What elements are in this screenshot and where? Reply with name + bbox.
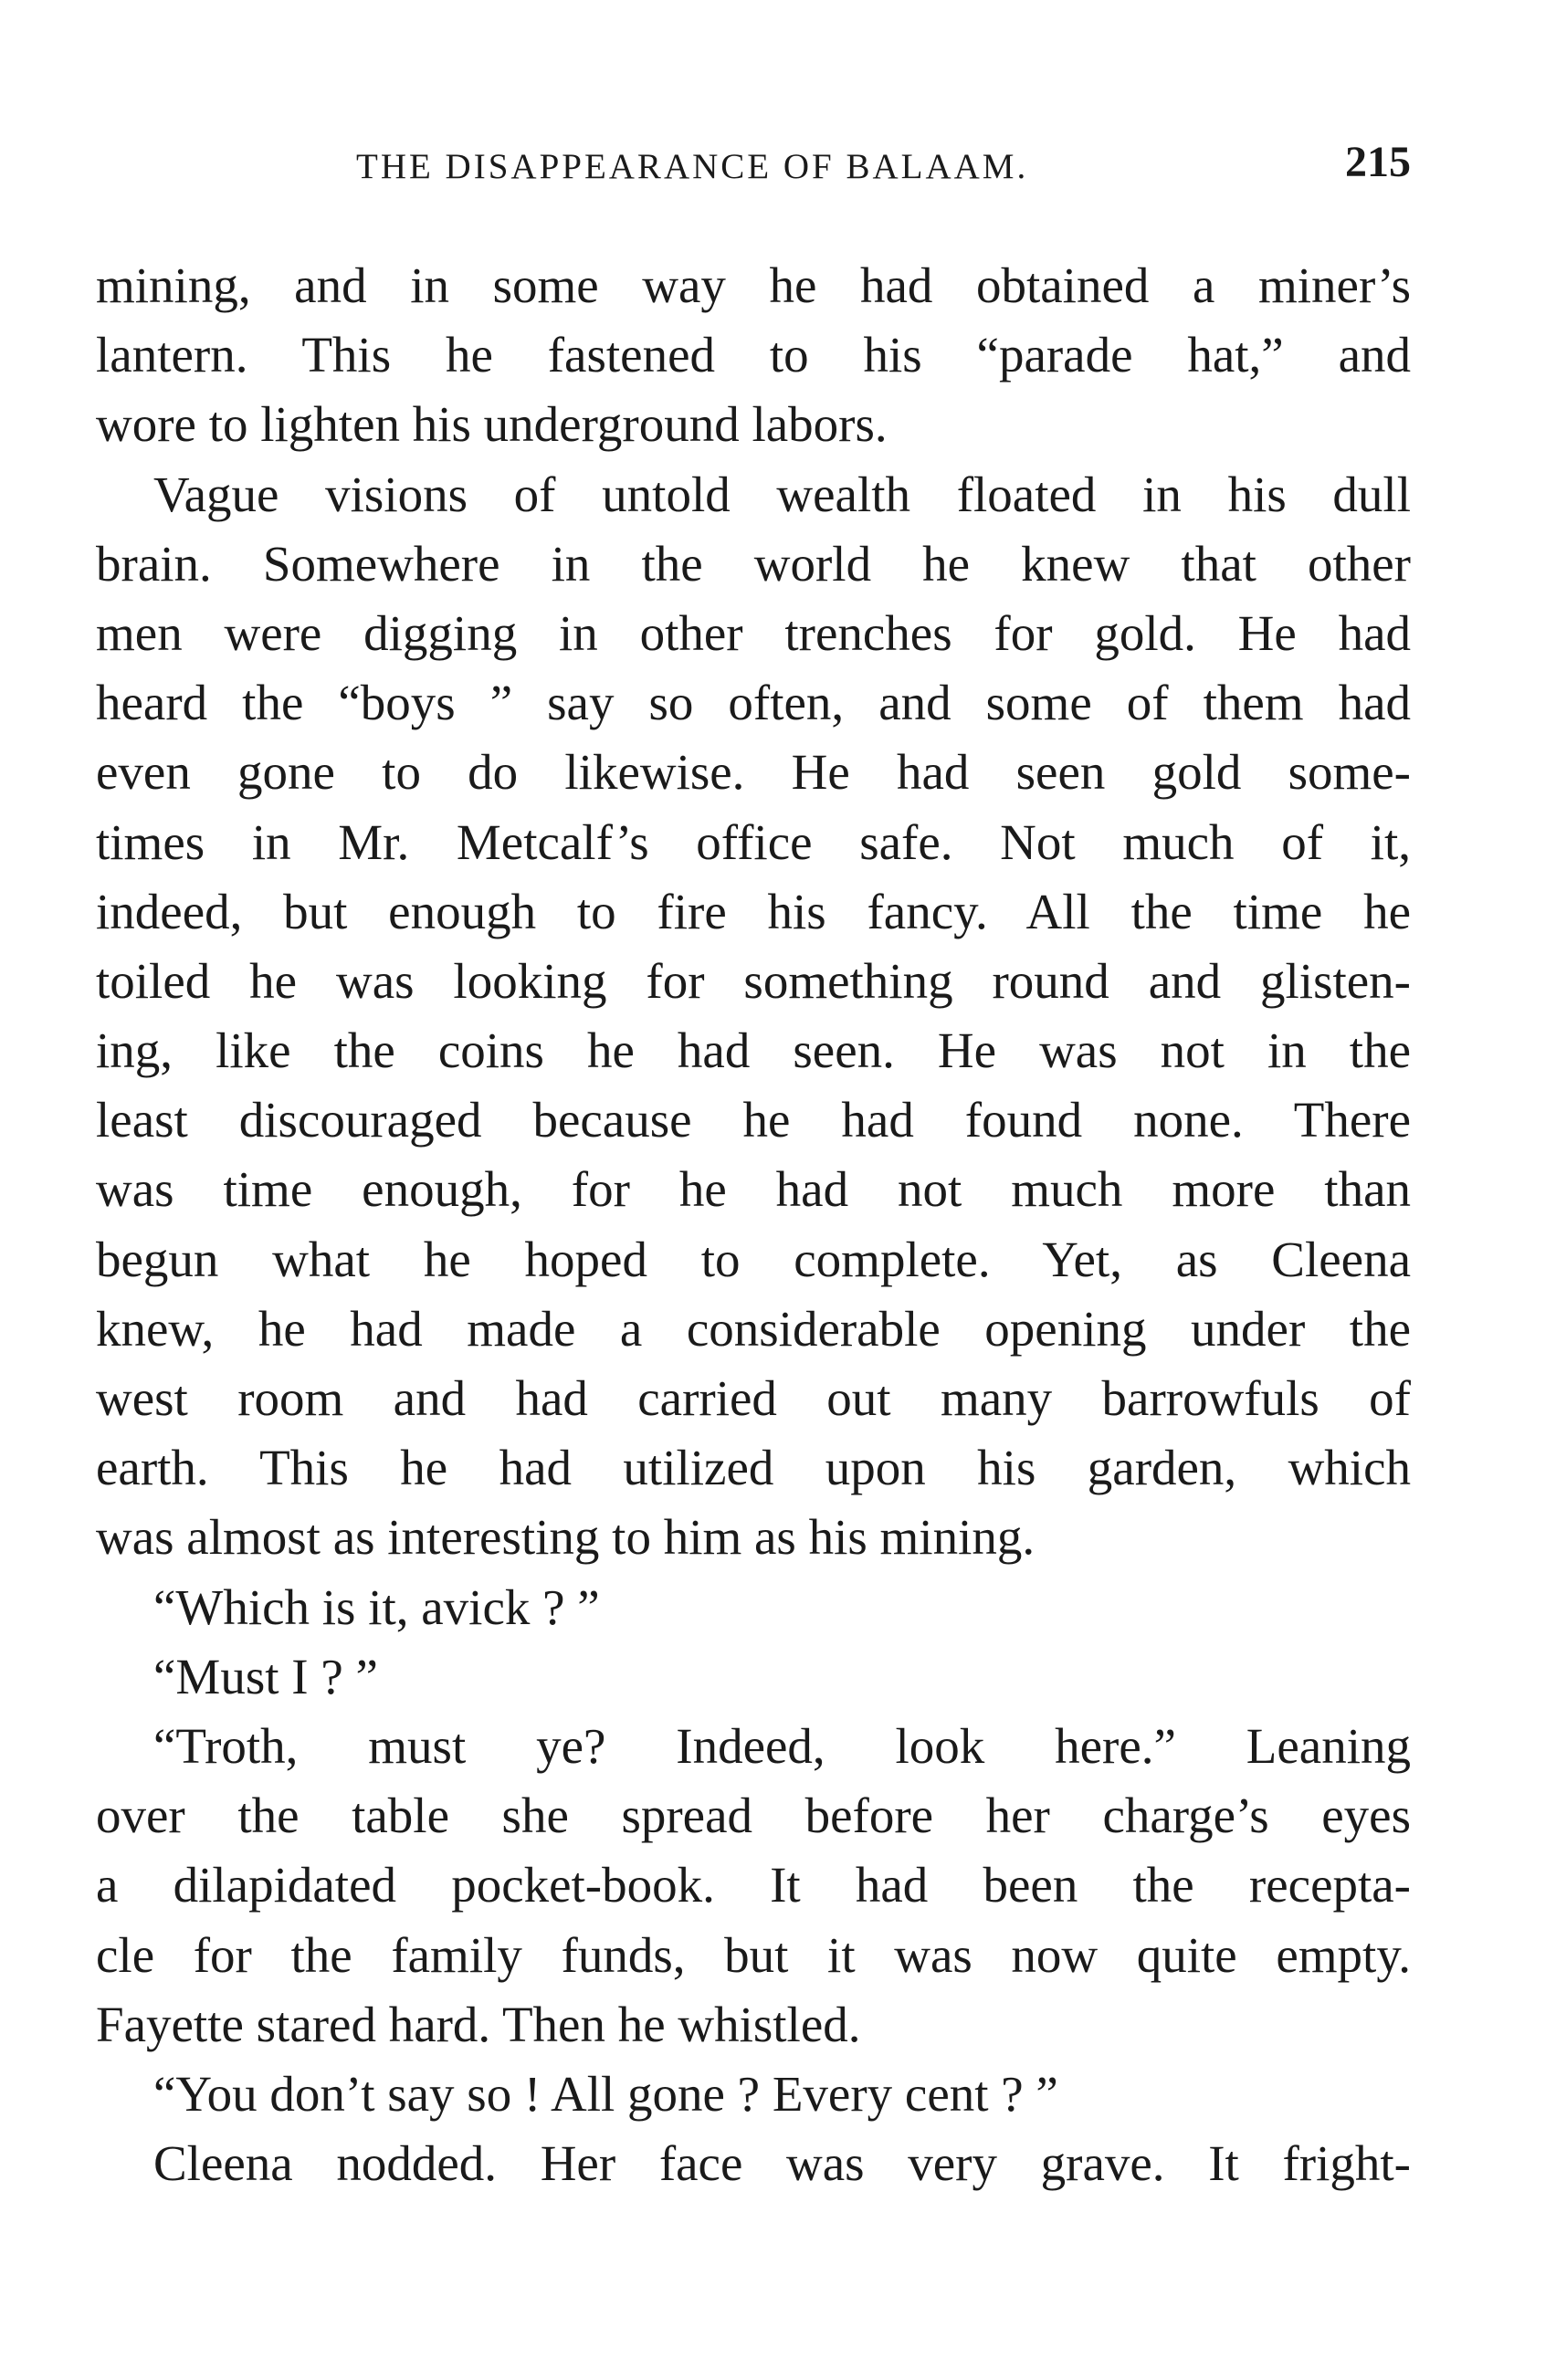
page-number: 215: [1345, 138, 1411, 186]
text-line: least discouraged because he had found none. There: [96, 1092, 1411, 1148]
text-line: ing, like the coins he had seen. He was not in the: [96, 1022, 1411, 1079]
text-line: mining, and in some way he had obtained a miner’s: [96, 257, 1411, 313]
text-line: a dilapidated pocket-book. It had been the recepta-: [96, 1857, 1411, 1913]
text-line: brain. Somewhere in the world he knew that other: [96, 535, 1411, 592]
text-line: times in Mr. Metcalf’s office safe. Not much of it,: [96, 813, 1411, 870]
text-line: indeed, but enough to fire his fancy. All the time he: [96, 883, 1411, 939]
text-line: “You don’t say so ! All gone ? Every cent ? ”: [153, 2065, 1058, 2122]
text-line: wore to lighten his underground labors.: [96, 396, 888, 453]
text-line: cle for the family funds, but it was now quite empty.: [96, 1926, 1411, 1983]
text-line: “Must I ? ”: [153, 1648, 378, 1704]
text-line: Fayette stared hard. Then he whistled.: [96, 1996, 861, 2052]
text-line: over the table she spread before her charge’s eyes: [96, 1788, 1411, 1844]
text-line: was almost as interesting to him as his mining.: [96, 1509, 1036, 1566]
running-title: THE DISAPPEARANCE OF BALAAM.: [356, 147, 1029, 186]
text-line: lantern. This he fastened to his “parade hat,” and: [96, 327, 1411, 383]
text-line: toiled he was looking for something round and glisten-: [96, 952, 1411, 1009]
text-line: even gone to do likewise. He had seen gold some-: [96, 744, 1411, 801]
text-line: earth. This he had utilized upon his garden, which: [96, 1440, 1411, 1496]
text-line: men were digging in other trenches for gold. He had: [96, 604, 1411, 661]
text-line: begun what he hoped to complete. Yet, as Cleena: [96, 1231, 1411, 1287]
text-line: “Which is it, avick ? ”: [153, 1578, 600, 1635]
text-line: Cleena nodded. Her face was very grave. It fright-: [153, 2135, 1411, 2192]
text-line: “Troth, must ye? Indeed, look here.” Leaning: [153, 1717, 1411, 1774]
running-head: [96, 137, 1411, 192]
text-line: was time enough, for he had not much more than: [96, 1161, 1411, 1218]
text-line: west room and had carried out many barrowfuls of: [96, 1370, 1411, 1426]
text-line: knew, he had made a considerable opening under the: [96, 1300, 1411, 1357]
text-line: heard the “boys ” say so often, and some of them had: [96, 675, 1411, 731]
text-line: Vague visions of untold wealth floated in his dull: [153, 466, 1411, 522]
body-text: [96, 251, 1411, 2198]
